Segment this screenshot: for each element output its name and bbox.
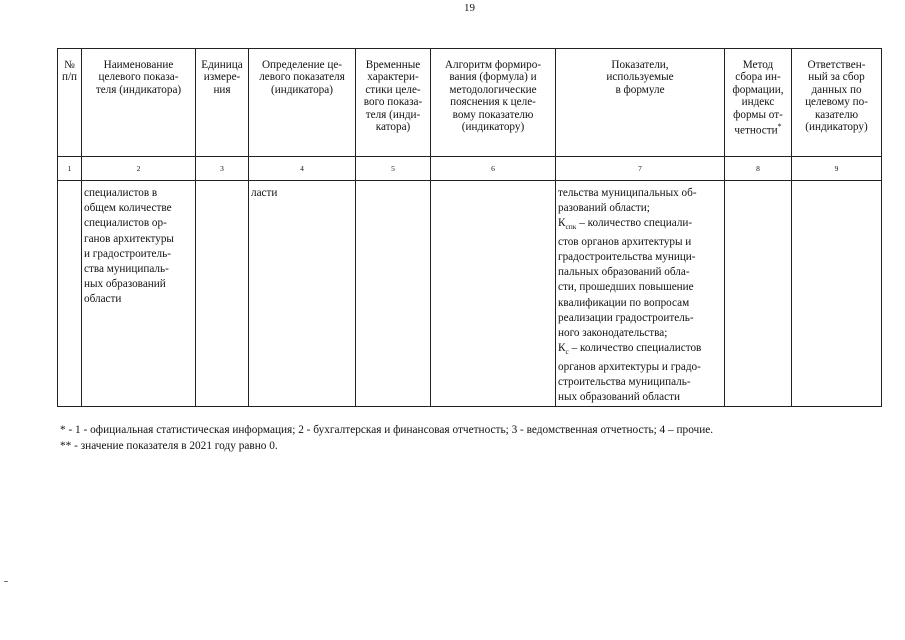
cell-line: стов органов архитектуры и: [558, 235, 692, 248]
indicator-table: [57, 48, 882, 407]
formula-description: – количество специали-: [576, 217, 693, 230]
header-line: индекс: [741, 96, 775, 109]
header-cell: [725, 49, 792, 157]
cell-line: и градостроитель-: [84, 247, 171, 260]
cell-line: пальных образований обла-: [558, 266, 690, 279]
formula-description: – количество специалистов: [568, 342, 702, 355]
header-line: теля (индикатора): [95, 83, 182, 96]
header-cell: [58, 49, 82, 157]
cell-line: строительства муниципаль-: [558, 375, 691, 388]
header-row: [58, 49, 882, 157]
column-number: 2: [82, 157, 196, 181]
margin-mark: [4, 581, 8, 582]
cell-line: [558, 341, 722, 359]
header-line: казателю: [814, 108, 859, 121]
cell-line: специалистов ор-: [84, 217, 167, 230]
header-line: Метод: [742, 59, 774, 71]
header-line: используемые: [606, 71, 674, 84]
cell-line: реализации градостроитель-: [558, 311, 694, 324]
header-line: вому показателю: [452, 108, 534, 121]
footnote: * - 1 - официальная статистическая информация; 2 - бухгалтерская и финансовая отчетность; 3 - ведомственная отчетность; 4 – прочие.: [60, 424, 714, 436]
header-line: характери-: [367, 71, 419, 84]
cell-line: ных образований области: [558, 391, 680, 404]
cell-line: ласти: [251, 187, 278, 199]
column-number-row: [58, 157, 882, 181]
header-line: четности*: [734, 122, 782, 137]
footnotes: [60, 422, 900, 455]
cell-line: ного законодательства;: [558, 327, 668, 340]
header-cell: [792, 49, 882, 157]
header-line: целевому по-: [805, 96, 868, 109]
header-line: формы от-: [733, 108, 783, 121]
cell-line: [558, 216, 722, 234]
cell-number: [58, 181, 82, 407]
cell-unit: [196, 181, 249, 407]
header-line: п/п: [61, 71, 78, 84]
header-line: пояснения к целе-: [450, 96, 536, 109]
cell-line: квалификации по вопросам: [558, 296, 690, 309]
page-number: 19: [464, 2, 475, 14]
column-number: 4: [249, 157, 356, 181]
cell-line: градостроительства муници-: [558, 251, 696, 264]
header-cell: [356, 49, 431, 157]
cell-time-characteristics: [356, 181, 431, 407]
cell-line: ных образований: [84, 278, 166, 291]
header-cell: [249, 49, 356, 157]
footnote: ** - значение показателя в 2021 году равно 0.: [60, 440, 278, 453]
header-cell: [82, 49, 196, 157]
header-line: Временные: [365, 59, 421, 71]
cell-line: тельства муниципальных об-: [558, 187, 697, 199]
column-number: 9: [792, 157, 882, 181]
header-line: Определение це-: [261, 59, 343, 71]
header-line: вания (формула) и: [449, 71, 537, 84]
cell-formula-indicators: [556, 181, 725, 407]
column-number: 5: [356, 157, 431, 181]
cell-line: ства муниципаль-: [84, 263, 169, 276]
header-line: Показатели,: [611, 59, 669, 71]
column-number: 8: [725, 157, 792, 181]
cell-algorithm: [431, 181, 556, 407]
cell-indicator-name: [82, 181, 196, 407]
cell-line: органов архитектуры и градо-: [558, 360, 701, 373]
column-number: 6: [431, 157, 556, 181]
header-line: в формуле: [615, 83, 665, 96]
cell-line: ганов архитектуры: [84, 232, 174, 245]
formula-symbol: К: [558, 342, 566, 355]
column-number: 1: [58, 157, 82, 181]
header-cell: [556, 49, 725, 157]
formula-subscript: спк: [565, 222, 577, 232]
header-line: Ответствен-: [807, 59, 866, 71]
cell-collection-method: [725, 181, 792, 407]
header-line: формации,: [732, 83, 784, 96]
header-cell: [431, 49, 556, 157]
header-line: №: [64, 59, 75, 71]
header-line: Единица: [201, 59, 243, 71]
header-line: (индикатора): [271, 83, 333, 96]
header-line: ния: [213, 83, 231, 96]
cell-line: общем количестве: [84, 202, 172, 215]
header-line: теля (инди-: [365, 108, 421, 121]
table-row: [58, 181, 882, 407]
cell-responsible: [792, 181, 882, 407]
header-line: Алгоритм формиро-: [444, 59, 542, 71]
column-number: 7: [556, 157, 725, 181]
header-line: ный за сбор: [808, 71, 865, 84]
header-line: данных по: [811, 83, 862, 96]
header-line: стики целе-: [365, 83, 421, 96]
formula-subscript: с: [565, 347, 569, 357]
cell-definition: [249, 181, 356, 407]
cell-line: специалистов в: [84, 187, 158, 199]
header-line: измере-: [203, 71, 241, 84]
header-line: (индикатору): [805, 121, 868, 134]
cell-line: разований области;: [558, 202, 650, 215]
cell-line: сти, прошедших повышение: [558, 281, 694, 294]
header-line: левого показателя: [259, 71, 345, 84]
footnote-marker: *: [777, 122, 782, 132]
header-line: катора): [375, 121, 411, 134]
column-number: 3: [196, 157, 249, 181]
formula-symbol: К: [558, 217, 566, 230]
header-line: вого показа-: [363, 96, 423, 109]
header-line: целевого показа-: [98, 71, 179, 84]
header-line: сбора ин-: [735, 71, 781, 84]
cell-line: области: [84, 293, 122, 306]
header-line: методологические: [449, 83, 537, 96]
header-line: Наименование: [103, 59, 174, 71]
header-cell: [196, 49, 249, 157]
header-line: (индикатору): [461, 121, 525, 134]
